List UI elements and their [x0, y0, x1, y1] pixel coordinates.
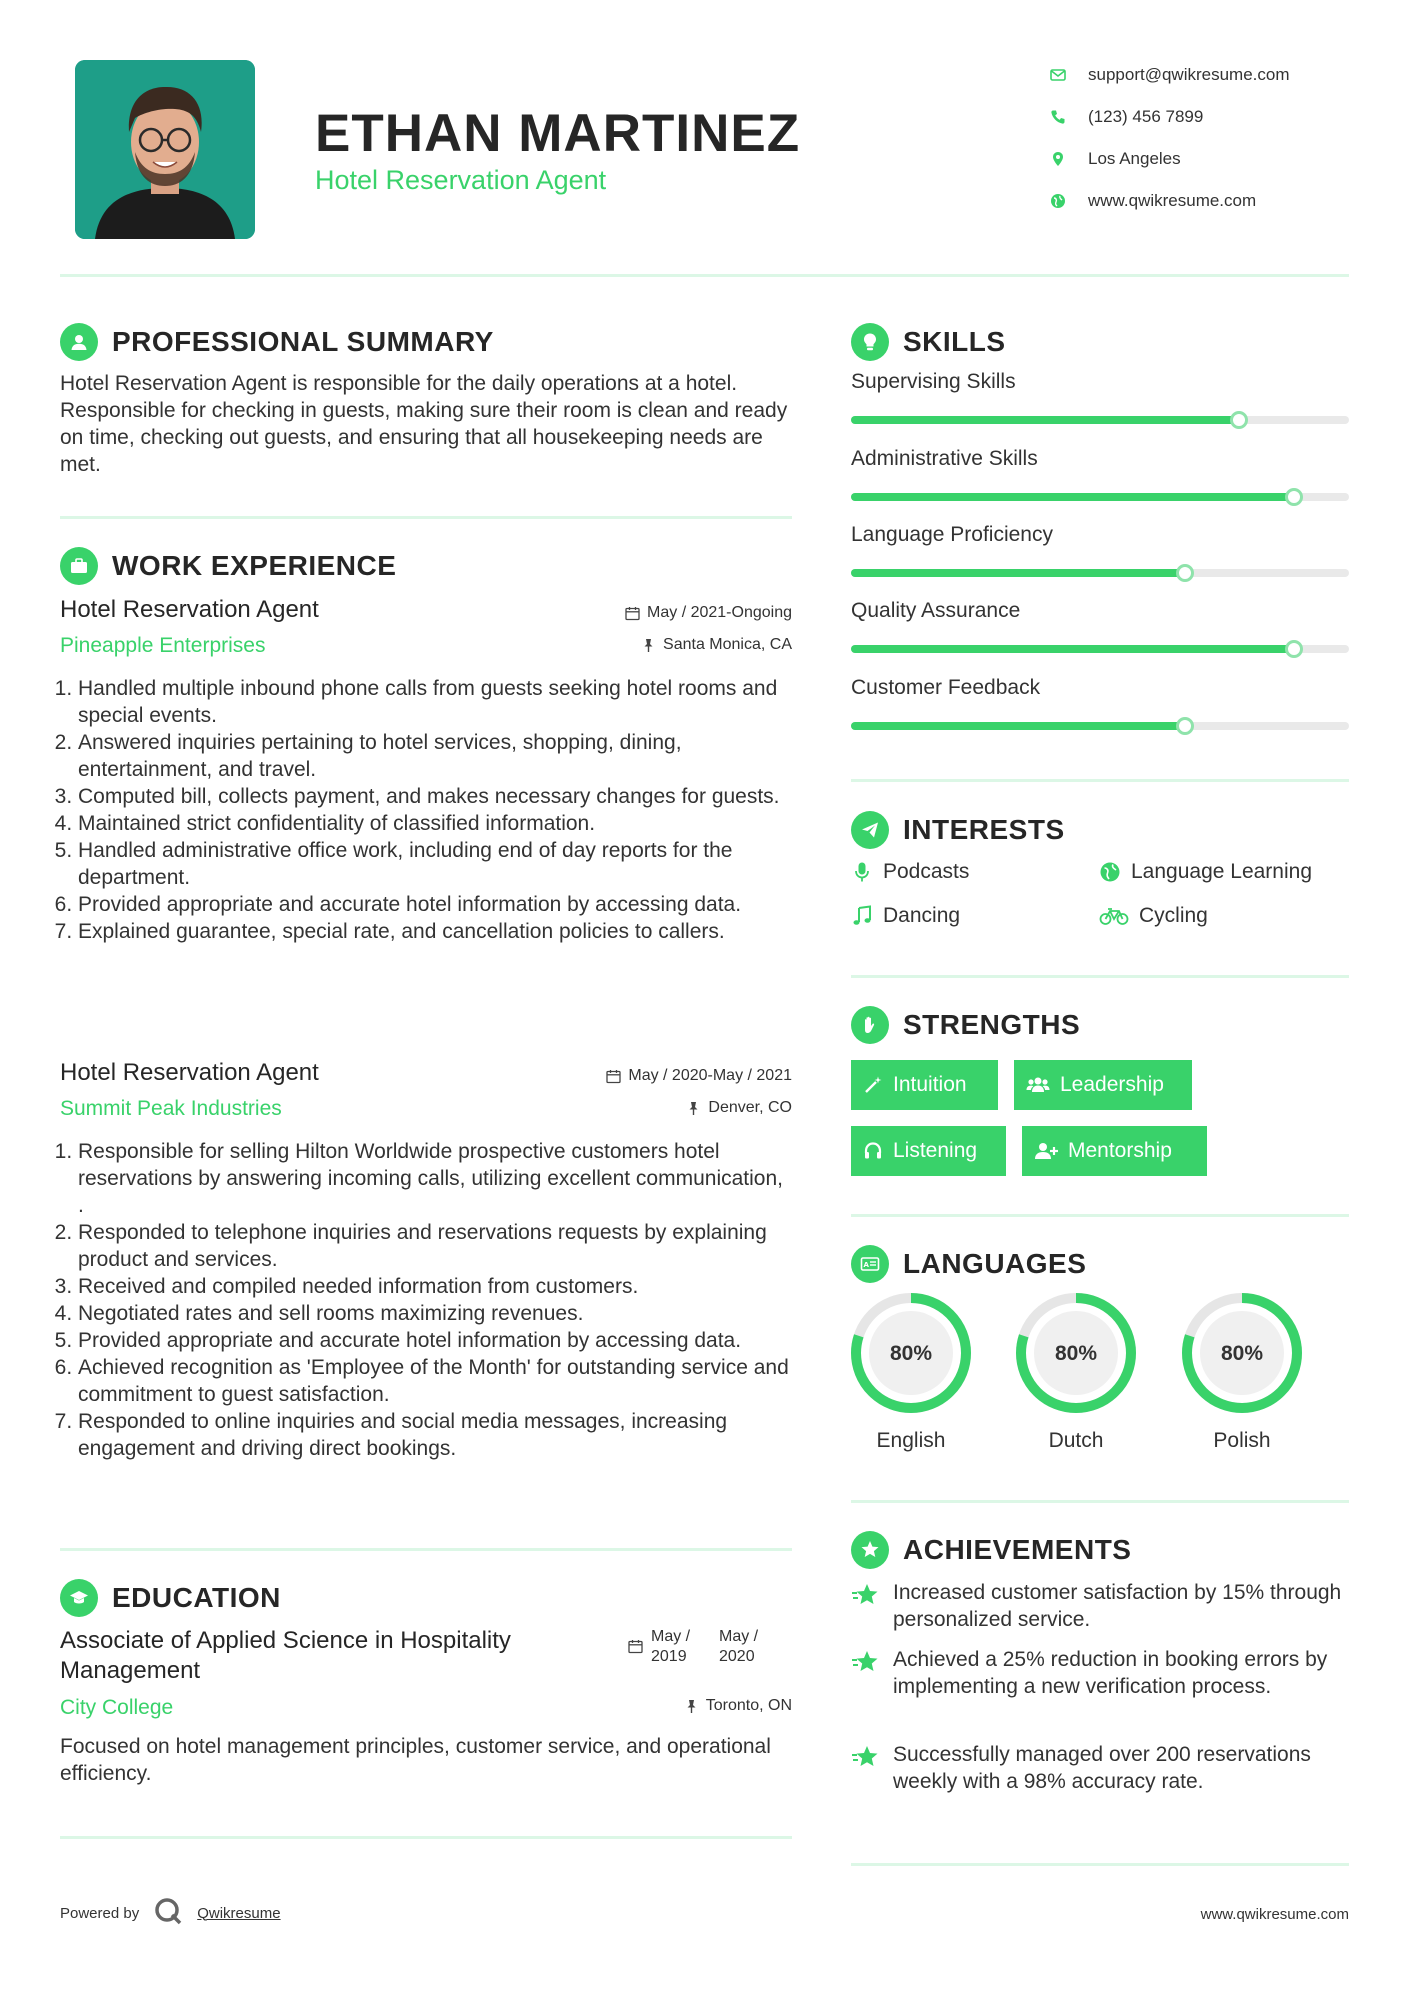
- strength-intuition: [851, 1060, 998, 1110]
- job-2-title: Hotel Reservation Agent: [60, 1059, 319, 1086]
- star-award-icon: [851, 1741, 893, 1795]
- contact-email[interactable]: [1050, 54, 1370, 96]
- skill-1-label: Supervising Skills: [851, 370, 1016, 393]
- skill-3-fill: [851, 569, 1185, 577]
- hand-icon: [851, 1006, 889, 1044]
- skill-4-fill: [851, 645, 1294, 653]
- mail-icon: [1050, 67, 1088, 83]
- achievements-title: ACHIEVEMENTS: [903, 1534, 1132, 1565]
- job-2-company: Summit Peak Industries: [60, 1097, 282, 1120]
- language-polish-ring: [1180, 1291, 1304, 1415]
- strength-leadership: [1014, 1060, 1192, 1110]
- education-dates: [628, 1627, 771, 1667]
- phone-icon: [1050, 109, 1088, 125]
- skill-4-knob: [1285, 640, 1303, 658]
- contact-phone[interactable]: [1050, 96, 1370, 138]
- contact-phone-text: (123) 456 7899: [1088, 107, 1204, 126]
- header-divider: [60, 274, 1349, 277]
- job-1-location: [560, 636, 792, 654]
- svg-text:A: A: [863, 1261, 869, 1269]
- qwikresume-logo-icon: [153, 1896, 183, 1930]
- list-item: 3. Received and compiled needed information from customers.: [78, 1273, 792, 1300]
- language-english-name: English: [876, 1429, 946, 1452]
- interest-language-learning: [1099, 860, 1312, 884]
- language-english-ring: [849, 1291, 973, 1415]
- language-english: [849, 1291, 973, 1453]
- interests-heading: [851, 811, 1065, 849]
- globe-icon: [1050, 193, 1088, 209]
- skill-5-fill: [851, 722, 1185, 730]
- job-1-company: Pineapple Enterprises: [60, 634, 266, 657]
- skills-title: SKILLS: [903, 326, 1006, 357]
- language-polish-name: Polish: [1213, 1429, 1271, 1452]
- magic-wand-icon: [863, 1075, 883, 1095]
- education-title: EDUCATION: [112, 1582, 281, 1613]
- interest-dancing: [851, 904, 960, 928]
- languages-title: LANGUAGES: [903, 1248, 1087, 1279]
- experience-title: WORK EXPERIENCE: [112, 550, 397, 581]
- achievement-2: [851, 1646, 1349, 1700]
- job-1-title: Hotel Reservation Agent: [60, 596, 319, 623]
- list-item: 7. Responded to online inquiries and social media messages, increasing engagement and driving direct bookings.: [78, 1408, 792, 1462]
- skill-1-fill: [851, 416, 1239, 424]
- education-location-text: Toronto, ON: [705, 1697, 792, 1714]
- job-2-location-text: Denver, CO: [708, 1099, 792, 1116]
- summary-heading: [60, 323, 494, 361]
- skill-3-bar: [851, 569, 1349, 577]
- interest-cycling-label: Cycling: [1139, 904, 1208, 927]
- language-dutch-ring: [1014, 1291, 1138, 1415]
- contact-list: [1050, 54, 1370, 222]
- interest-cycling: [1099, 904, 1208, 928]
- powered-by-label: Powered by: [60, 1904, 140, 1922]
- user-plus-icon: [1034, 1141, 1058, 1161]
- profile-photo: [75, 60, 255, 239]
- skill-5-knob: [1176, 717, 1194, 735]
- skill-2-bar: [851, 493, 1349, 501]
- strength-mentorship: [1022, 1126, 1207, 1176]
- education-school: City College: [60, 1696, 174, 1719]
- list-item: 6. Achieved recognition as 'Employee of the Month' for outstanding service and commitment to guest satisfaction.: [78, 1354, 792, 1408]
- contact-website-text: www.qwikresume.com: [1088, 191, 1257, 210]
- interests-title: INTERESTS: [903, 814, 1065, 845]
- briefcase-icon: [60, 547, 98, 585]
- lightbulb-icon: [851, 323, 889, 361]
- skill-2-label: Administrative Skills: [851, 447, 1038, 470]
- achievement-1: [851, 1579, 1349, 1633]
- location-icon: [1050, 151, 1088, 167]
- job-2-date: [540, 1067, 792, 1085]
- achievements-divider: [851, 1863, 1349, 1866]
- bicycle-icon: [1099, 905, 1129, 927]
- strength-intuition-label: Intuition: [893, 1073, 967, 1096]
- list-item: 2. Responded to telephone inquiries and reservations requests by explaining product and services.: [78, 1219, 792, 1273]
- job-1-bullets: [60, 675, 792, 945]
- strengths-title: STRENGTHS: [903, 1009, 1081, 1040]
- job-1-date-text: May / 2021-Ongoing: [647, 604, 792, 621]
- education-divider: [60, 1836, 792, 1839]
- pin-icon: [684, 1699, 699, 1714]
- calendar-icon: [606, 1069, 621, 1084]
- language-dutch-name: Dutch: [1048, 1429, 1104, 1452]
- skill-4-label: Quality Assurance: [851, 599, 1021, 622]
- language-polish: [1180, 1291, 1304, 1453]
- list-item: 4. Negotiated rates and sell rooms maximizing revenues.: [78, 1300, 792, 1327]
- interest-podcasts: [851, 860, 969, 884]
- user-icon: [60, 323, 98, 361]
- contact-location: [1050, 138, 1370, 180]
- footer-website-link[interactable]: www.qwikresume.com: [1200, 1906, 1349, 1923]
- qwikresume-link[interactable]: Qwikresume: [197, 1904, 281, 1922]
- interests-divider: [851, 975, 1349, 978]
- strength-listening: [851, 1126, 1006, 1176]
- achievement-3: [851, 1741, 1349, 1795]
- candidate-headline: Hotel Reservation Agent: [315, 165, 607, 195]
- star-award-icon: [851, 1579, 893, 1633]
- language-dutch: [1014, 1291, 1138, 1453]
- language-english-percent: 80%: [889, 1342, 933, 1365]
- job-2-bullets: [60, 1138, 792, 1462]
- graduation-icon: [60, 1579, 98, 1617]
- list-item: 1. Handled multiple inbound phone calls from guests seeking hotel rooms and special events.: [78, 675, 792, 729]
- skill-3-label: Language Proficiency: [851, 523, 1053, 546]
- list-item: 5. Handled administrative office work, including end of day reports for the department.: [78, 837, 792, 891]
- skill-5-label: Customer Feedback: [851, 676, 1041, 699]
- education-location: [560, 1697, 792, 1715]
- translate-card-icon: [851, 1245, 889, 1283]
- achievement-3-text: Successfully managed over 200 reservations weekly with a 98% accuracy rate.: [893, 1743, 1311, 1793]
- strengths-divider: [851, 1214, 1349, 1217]
- candidate-name: ETHAN MARTINEZ: [315, 104, 801, 163]
- list-item: 1. Responsible for selling Hilton Worldwide prospective customers hotel reservations by answering incoming calls, utilizing excellent communication, .: [78, 1138, 792, 1219]
- strength-listening-label: Listening: [893, 1139, 978, 1162]
- strengths-heading: [851, 1006, 1080, 1044]
- skill-1-knob: [1230, 411, 1248, 429]
- headphones-icon: [863, 1141, 883, 1161]
- contact-website[interactable]: [1050, 180, 1370, 222]
- summary-text: Hotel Reservation Agent is responsible for the daily operations at a hotel. Responsible for checking in guests, making sure their room is clean and ready on time, checking out guests, and ensuring that all housekeeping needs are met.: [60, 372, 788, 476]
- strength-mentorship-label: Mentorship: [1068, 1139, 1172, 1162]
- trophy-star-icon: [851, 1531, 889, 1569]
- skill-2-fill: [851, 493, 1294, 501]
- list-item: 5. Provided appropriate and accurate hotel information by accessing data.: [78, 1327, 792, 1354]
- languages-heading: [851, 1245, 1086, 1283]
- achievement-2-text: Achieved a 25% reduction in booking errors by implementing a new verification process.: [893, 1648, 1328, 1698]
- pin-icon: [686, 1101, 701, 1116]
- education-description: Focused on hotel management principles, customer service, and operational efficiency.: [60, 1735, 771, 1785]
- interest-podcasts-label: Podcasts: [883, 860, 970, 883]
- education-end: May / 2020: [719, 1628, 759, 1665]
- skill-1-bar: [851, 416, 1349, 424]
- education-start: May / 2019: [651, 1628, 691, 1665]
- globe-icon: [1099, 861, 1121, 883]
- skill-5-bar: [851, 722, 1349, 730]
- skill-3-knob: [1176, 564, 1194, 582]
- job-1-date: [560, 604, 792, 622]
- experience-divider: [60, 1548, 792, 1551]
- interest-language-learning-label: Language Learning: [1131, 860, 1313, 883]
- experience-heading: [60, 547, 396, 585]
- music-note-icon: [851, 905, 873, 927]
- footer-powered-by: [60, 1896, 281, 1930]
- users-icon: [1026, 1075, 1050, 1095]
- list-item: 4. Maintained strict confidentiality of classified information.: [78, 810, 792, 837]
- contact-email-text: support@qwikresume.com: [1088, 65, 1290, 84]
- portrait-illustration: [75, 60, 255, 239]
- job-1-location-text: Santa Monica, CA: [663, 636, 792, 653]
- strength-leadership-label: Leadership: [1060, 1073, 1164, 1096]
- skill-4-bar: [851, 645, 1349, 653]
- achievements-heading: [851, 1531, 1131, 1569]
- interest-dancing-label: Dancing: [883, 904, 961, 927]
- job-2-location: [560, 1099, 792, 1117]
- pin-icon: [641, 638, 656, 653]
- paper-plane-icon: [851, 811, 889, 849]
- education-degree: Associate of Applied Science in Hospitality Management: [60, 1627, 511, 1684]
- list-item: 6. Provided appropriate and accurate hotel information by accessing data.: [78, 891, 792, 918]
- achievement-1-text: Increased customer satisfaction by 15% through personalized service.: [893, 1581, 1342, 1631]
- language-dutch-percent: 80%: [1054, 1342, 1098, 1365]
- skills-heading: [851, 323, 1006, 361]
- education-heading: [60, 1579, 281, 1617]
- job-2-date-text: May / 2020-May / 2021: [628, 1067, 792, 1084]
- list-item: 2. Answered inquiries pertaining to hotel services, shopping, dining, entertainment, and travel.: [78, 729, 792, 783]
- skills-divider: [851, 779, 1349, 782]
- microphone-icon: [851, 861, 873, 883]
- calendar-icon: [628, 1639, 643, 1654]
- contact-location-text: Los Angeles: [1088, 149, 1181, 168]
- summary-title: PROFESSIONAL SUMMARY: [112, 326, 494, 357]
- calendar-icon: [625, 606, 640, 621]
- star-award-icon: [851, 1646, 893, 1700]
- language-polish-percent: 80%: [1220, 1342, 1264, 1365]
- summary-divider: [60, 516, 792, 519]
- skill-2-knob: [1285, 488, 1303, 506]
- list-item: 3. Computed bill, collects payment, and makes necessary changes for guests.: [78, 783, 792, 810]
- languages-divider: [851, 1500, 1349, 1503]
- list-item: 7. Explained guarantee, special rate, and cancellation policies to callers.: [78, 918, 792, 945]
